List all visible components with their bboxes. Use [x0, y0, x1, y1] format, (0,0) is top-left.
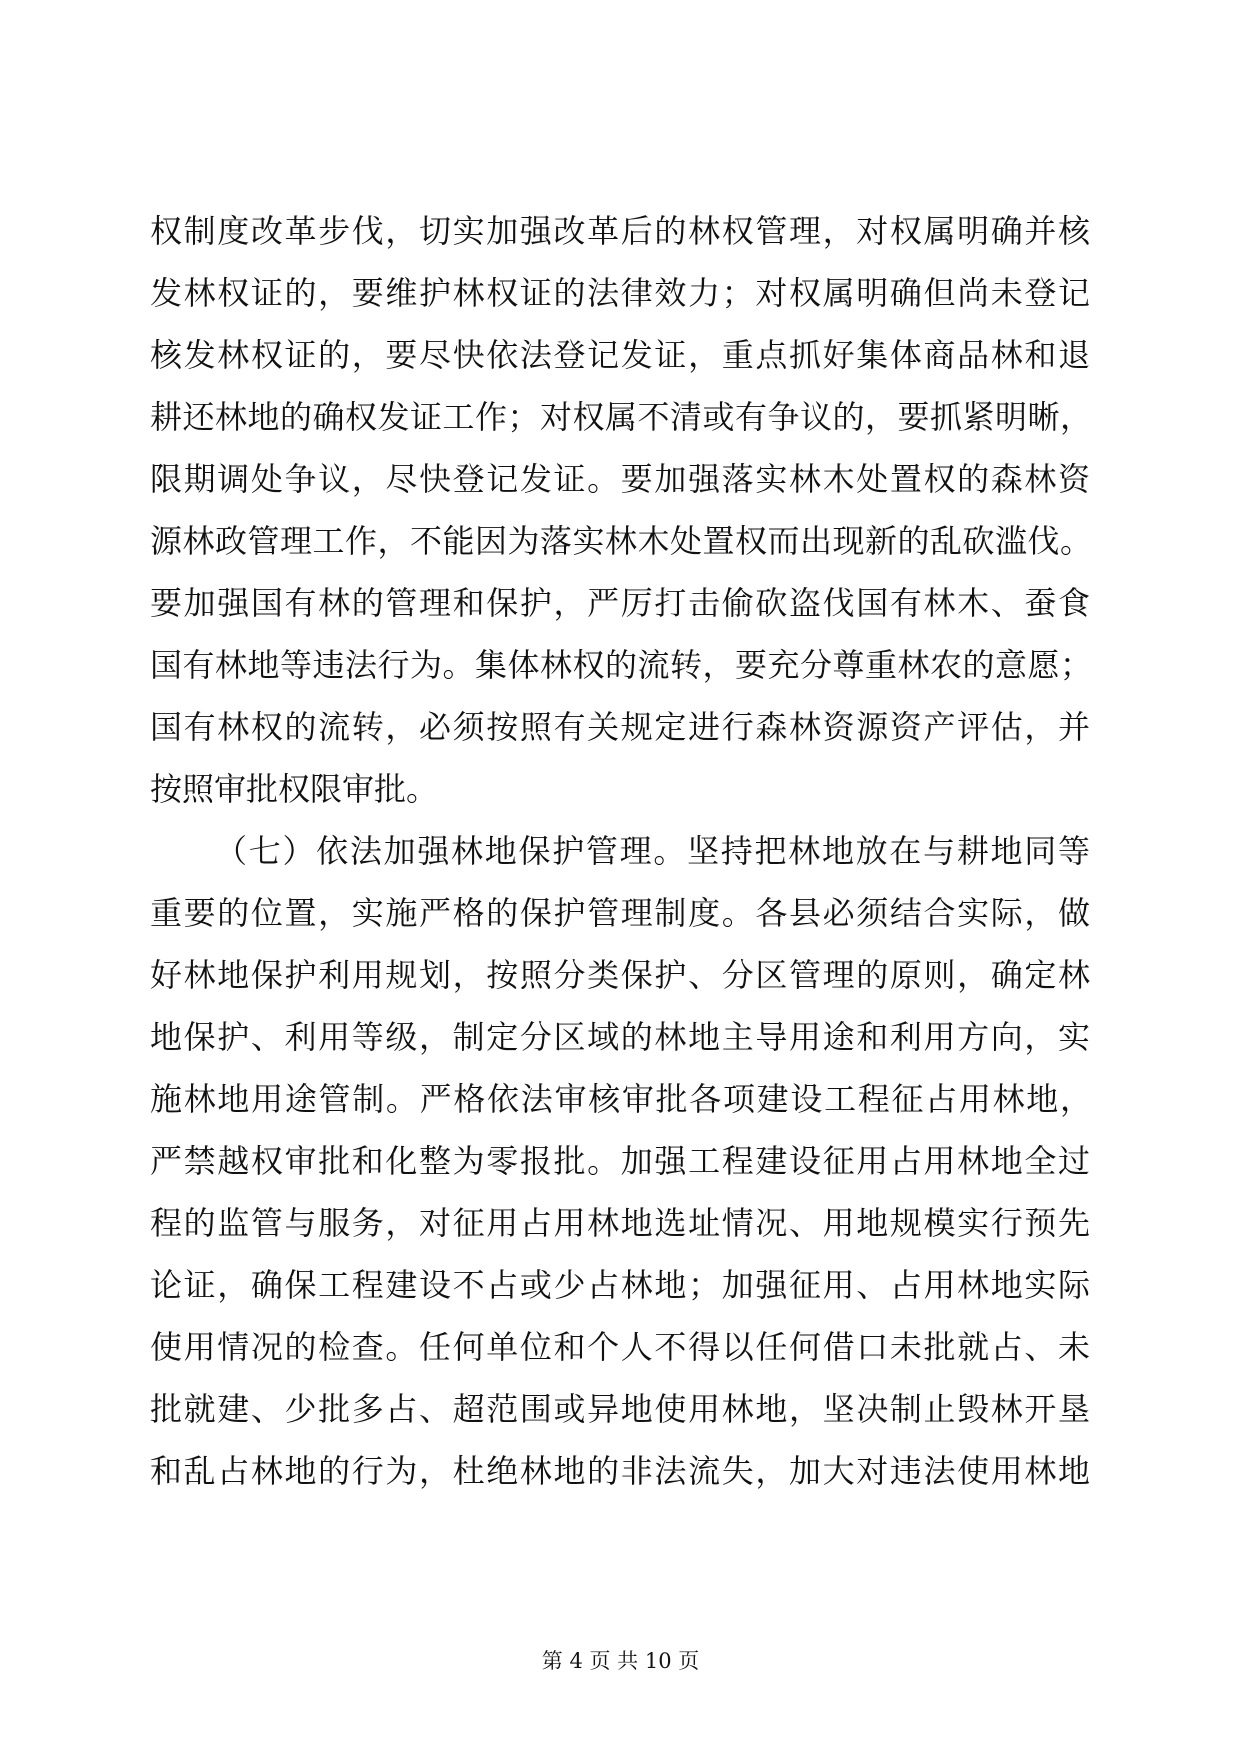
body-text-line: 使用情况的检查。任何单位和个人不得以任何借口未批就占、未: [150, 1328, 1090, 1366]
body-text-line: 按照审批权限审批。: [150, 770, 439, 808]
body-text-line: 程的监管与服务，对征用占用林地选址情况、用地规模实行预先: [150, 1204, 1090, 1242]
body-text-line: 要加强国有林的管理和保护，严厉打击偷砍盗伐国有林木、蚕食: [150, 584, 1090, 622]
body-text-line: 严禁越权审批和化整为零报批。加强工程建设征用占用林地全过: [150, 1142, 1090, 1180]
body-text-line: 核发林权证的，要尽快依法登记发证，重点抓好集体商品林和退: [150, 336, 1090, 374]
body-text-line: 国有林地等违法行为。集体林权的流转，要充分尊重林农的意愿；: [150, 646, 1092, 684]
body-text-line: 批就建、少批多占、超范围或异地使用林地，坚决制止毁林开垦: [150, 1390, 1090, 1428]
page-number-footer: 第 4 页 共 10 页: [541, 1649, 700, 1673]
body-text-line: 施林地用途管制。严格依法审核审批各项建设工程征占用林地，: [150, 1080, 1092, 1118]
body-text-line: 地保护、利用等级，制定分区域的林地主导用途和利用方向，实: [150, 1018, 1090, 1056]
body-text-line: 发林权证的，要维护林权证的法律效力；对权属明确但尚未登记: [150, 274, 1090, 312]
body-text-line: 源林政管理工作，不能因为落实林木处置权而出现新的乱砍滥伐。: [150, 522, 1092, 560]
body-text-line: 国有林权的流转，必须按照有关规定进行森林资源资产评估，并: [150, 708, 1090, 746]
body-text-line: 论证，确保工程建设不占或少占林地；加强征用、占用林地实际: [150, 1266, 1090, 1304]
body-text-line: 好林地保护利用规划，按照分类保护、分区管理的原则，确定林: [150, 956, 1090, 994]
body-text-line: 重要的位置，实施严格的保护管理制度。各县必须结合实际，做: [150, 894, 1090, 932]
body-text-line: 耕还林地的确权发证工作；对权属不清或有争议的，要抓紧明晰，: [150, 398, 1092, 436]
body-text-line: 限期调处争议，尽快登记发证。要加强落实林木处置权的森林资: [150, 460, 1090, 498]
body-text-line: 和乱占林地的行为，杜绝林地的非法流失，加大对违法使用林地: [150, 1452, 1090, 1490]
body-text-line: 权制度改革步伐，切实加强改革后的林权管理，对权属明确并核: [150, 212, 1090, 250]
section-heading-line: （七）依法加强林地保护管理。坚持把林地放在与耕地同等: [215, 832, 1090, 870]
